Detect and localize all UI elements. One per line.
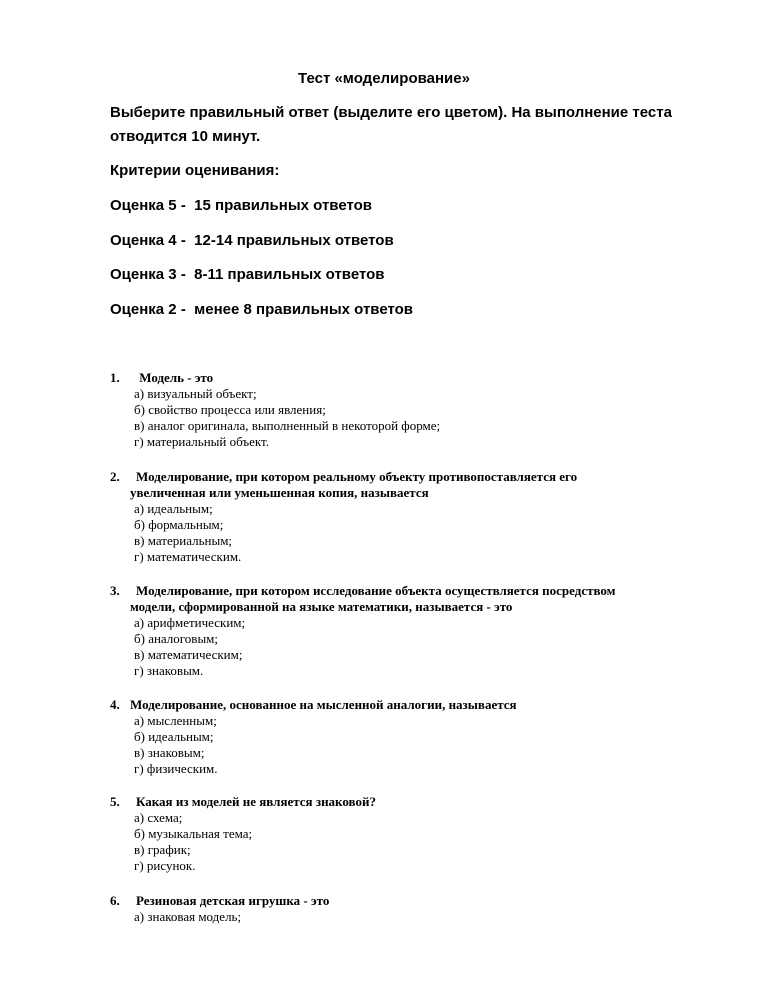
question-1 [110,370,720,450]
grade-5 [110,197,372,214]
answer-option[interactable]: г) знаковым. [134,663,204,678]
answer-option[interactable]: в) знаковым; [134,745,205,760]
grade-text: 8-11 правильных ответов [194,266,385,283]
question-heading [110,370,720,386]
question-heading [110,469,720,485]
answer-option[interactable]: а) мысленным; [134,713,217,728]
grade-4 [110,232,394,249]
question-text: Резиновая детская игрушка - это [136,893,330,908]
grade-3 [110,266,385,283]
page-title: Тест «моделирование» [298,70,470,87]
grade-text: 15 правильных ответов [194,197,372,214]
instructions: Выберите правильный ответ (выделите его цветом). На выполнение теста отводится 10 минут. [110,104,672,145]
answer-option[interactable]: а) арифметическим; [134,615,246,630]
answer-option[interactable]: г) рисунок. [134,858,196,873]
question-6 [110,893,720,925]
grade-label: Оценка 4 - [110,232,186,249]
answer-option[interactable]: б) идеальным; [134,729,214,744]
answer-option[interactable]: б) свойство процесса или явления; [134,402,326,417]
question-text: Моделирование, основанное на мысленной аналогии, называется [130,697,517,712]
answer-option[interactable]: а) идеальным; [134,501,213,516]
question-4 [110,697,720,777]
question-text-continued: модели, сформированной на языке математики, называется - это [130,599,513,614]
question-number: 6. [110,893,120,908]
answer-option[interactable]: г) физическим. [134,761,218,776]
answer-option[interactable]: в) математическим; [134,647,243,662]
question-number: 5. [110,794,120,809]
grade-2 [110,301,413,318]
grade-label: Оценка 5 - [110,197,186,214]
answer-option[interactable]: в) материальным; [134,533,233,548]
question-text: Моделирование, при котором реальному объекту противопоставляется его [136,469,578,484]
answer-option[interactable]: б) формальным; [134,517,224,532]
question-number: 3. [110,583,120,598]
question-heading [110,697,720,713]
answer-option[interactable]: а) схема; [134,810,183,825]
answer-option[interactable]: а) знаковая модель; [134,909,242,924]
question-text: Модель - это [136,370,214,385]
question-number: 1. [110,370,120,385]
grade-label: Оценка 3 - [110,266,186,283]
question-3 [110,583,720,679]
grade-label: Оценка 2 - [110,301,186,318]
question-5 [110,794,720,874]
grade-text: 12-14 правильных ответов [194,232,394,249]
answer-option[interactable]: б) музыкальная тема; [134,826,253,841]
answer-option[interactable]: б) аналоговым; [134,631,219,646]
question-number: 4. [110,697,120,712]
question-heading [110,794,720,810]
answer-option[interactable]: г) математическим. [134,549,242,564]
criteria-heading: Критерии оценивания: [110,162,280,179]
question-heading [110,893,720,909]
answer-option[interactable]: г) материальный объект. [134,434,269,449]
question-heading [110,583,720,599]
answer-option[interactable]: в) график; [134,842,191,857]
question-2 [110,469,720,565]
question-number: 2. [110,469,120,484]
question-text-continued: увеличенная или уменьшенная копия, называется [130,485,429,500]
answer-option[interactable]: а) визуальный объект; [134,386,257,401]
grade-text: менее 8 правильных ответов [190,301,414,318]
question-text: Моделирование, при котором исследование объекта осуществляется посредством [136,583,616,598]
question-text: Какая из моделей не является знаковой? [136,794,376,809]
answer-option[interactable]: в) аналог оригинала, выполненный в некоторой форме; [134,418,441,433]
